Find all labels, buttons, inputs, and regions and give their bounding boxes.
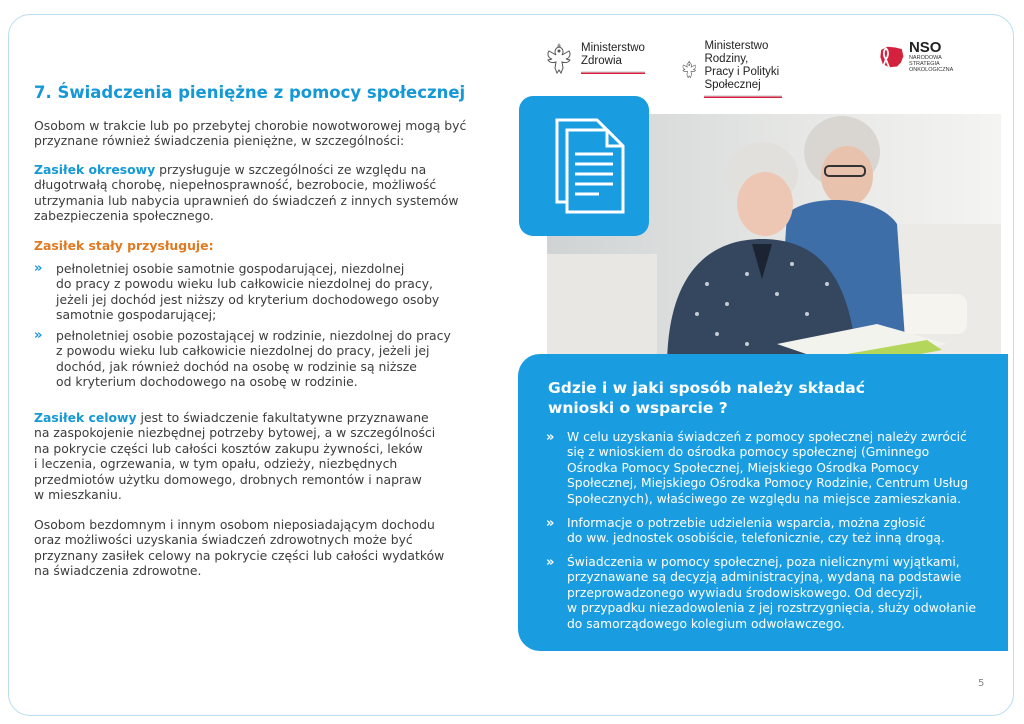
celowy-line: na pokrycie części lub całości kosztów zakupu żywności, leków: [34, 440, 423, 456]
panel-line: Społecznej, Miejskiego Ośrodka Pomocy Rodzinie, Centrum Usług: [567, 476, 969, 491]
nso-title: NSO: [908, 39, 942, 56]
panel-line: przyznawane są decyzją administracyjną, wydaną na podstawie: [567, 570, 962, 585]
term-zasilek-okresowy: Zasiłek okresowy: [34, 162, 156, 177]
list-item-line: dochód, jak również dochód na osobę w rodzinie są niższe: [56, 358, 417, 374]
bezdomni-paragraph: [34, 517, 444, 579]
documents-icon: [519, 96, 649, 236]
bezdomni-line: Osobom bezdomnym i innym osobom nieposiadającym dochodu: [34, 517, 435, 532]
panel-line: do ww. jednostek osobiście, telefonicznie, czy też inną drogą.: [567, 531, 945, 546]
okresowy-line: utrzymania lub nabycia uprawnień do świadczeń z innych systemów: [34, 192, 459, 208]
nso-sub-line2: ONKOLOGICZNA: [908, 67, 954, 73]
intro-line: przyznane również świadczenia pieniężne, w szczególności:: [34, 133, 405, 149]
list-item-line: jeżeli jej dochód jest niższy od kryterium dochodowego osoby: [56, 291, 440, 307]
nso-sub-line1: NARODOWA STRATEGIA: [908, 55, 942, 67]
logo-mrpips: [680, 40, 782, 98]
bezdomni-line: na świadczenia zdrowotne.: [34, 563, 202, 579]
flag-bar: [581, 71, 645, 74]
panel-line: Informacje o potrzebie udzielenia wsparcia, można zgłosić: [567, 516, 926, 530]
info-panel: [518, 354, 1008, 651]
zasilek-okresowy-paragraph: [34, 162, 459, 224]
intro-paragraph: [34, 118, 466, 149]
intro-line: Osobom w trakcie lub po przebytej chorobie nowotworowej mogą być: [34, 118, 467, 133]
chevron-double-right-icon: »: [34, 328, 43, 343]
list-item: [34, 328, 451, 390]
list-item-line: od kryterium dochodowego na osobę w rodzinie.: [56, 374, 358, 390]
zasilek-staly-heading: Zasiłek stały przysługuje:: [34, 238, 214, 253]
page-number: 5: [978, 678, 985, 689]
chevron-double-right-icon: »: [34, 261, 43, 276]
celowy-line: w mieszkaniu.: [34, 487, 122, 503]
panel-heading-line: wnioski o wsparcie ?: [548, 399, 728, 417]
logo-nso: [878, 40, 960, 73]
panel-list-item: [546, 516, 945, 547]
celowy-line: jest to świadczenie fakultatywne przyznawane: [136, 410, 429, 425]
panel-line: do samorządowego kolegium odwoławczego.: [567, 616, 845, 631]
panel-line: Świadczenia w pomocy społecznej, poza nielicznymi wyjątkami,: [567, 555, 960, 569]
bezdomni-line: oraz możliwości uzyskania świadczeń zdrowotnych może być: [34, 532, 413, 548]
bezdomni-line: przyznany zasiłek celowy na pokrycie części lub całości wydatków: [34, 547, 445, 563]
list-item-line: samotnie gospodarującej;: [56, 307, 217, 323]
logo-ministerstwo-zdrowia: [543, 40, 645, 76]
list-item: [34, 261, 439, 323]
panel-line: W celu uzyskania świadczeń z pomocy społecznej należy zwrócić: [567, 430, 967, 444]
chevron-double-right-icon: »: [546, 516, 555, 531]
celowy-line: przedmiotów użytku domowego, drobnych remontów i napraw: [34, 471, 422, 487]
okresowy-line: zabezpieczenia społecznego.: [34, 208, 214, 224]
zasilek-celowy-paragraph: [34, 410, 435, 502]
panel-list-item: [546, 430, 968, 507]
documents-icon-box: [519, 96, 649, 236]
eagle-emblem-icon: [680, 51, 698, 87]
okresowy-line: długotrwałą chorobę, niepełnosprawność, bezrobocie, możliwość: [34, 177, 437, 193]
panel-list-item: [546, 555, 976, 632]
logo-mrpips-line2: Pracy i Polityki Społecznej: [704, 66, 780, 91]
celowy-line: i leczenia, ogrzewania, w tym opału, odzieży, niezbędnych: [34, 456, 398, 472]
logo-mz-line1: Ministerstwo: [581, 42, 645, 54]
logo-mz-line2: Zdrowia: [581, 55, 622, 67]
panel-heading-line: Gdzie i w jaki sposób należy składać: [548, 379, 865, 397]
list-item-line: do pracy z powodu wieku lub całkowicie niezdolnej do pracy,: [56, 276, 433, 292]
list-item-line: z powodu wieku lub całkowicie niezdolnej do pracy, jeżeli jej: [56, 343, 430, 359]
term-zasilek-celowy: Zasiłek celowy: [34, 410, 137, 425]
section-heading: 7. Świadczenia pieniężne z pomocy społecznej: [34, 83, 466, 102]
panel-line: Społecznych), właściwego ze względu na miejsce zamieszkania.: [567, 491, 962, 506]
okresowy-line: przysługuje w szczególności ze względu na: [155, 162, 427, 177]
celowy-line: na zaspokojenie niezbędnej potrzeby bytowej, a w szczególności: [34, 425, 436, 441]
panel-line: się z wnioskiem do ośrodka pomocy społecznej (Gminnego: [567, 445, 930, 460]
poland-map-ribbon-icon: [878, 42, 905, 72]
panel-line: w przypadku niezadowolenia z jej rozstrzygnięcia, służy odwołanie: [567, 601, 977, 616]
chevron-double-right-icon: »: [546, 555, 555, 570]
panel-heading: [548, 378, 865, 418]
logo-mrpips-line1: Ministerstwo Rodziny,: [704, 40, 769, 65]
panel-line: Ośrodka Pomocy Społecznej, Miejskiego Ośrodka Pomocy: [567, 460, 919, 475]
flag-bar: [704, 95, 781, 98]
list-item-line: pełnoletniej osobie pozostającej w rodzinie, niezdolnej do pracy: [56, 328, 451, 343]
panel-line: przeprowadzonego wywiadu środowiskowego. Od decyzji,: [567, 585, 923, 600]
chevron-double-right-icon: »: [546, 430, 555, 445]
eagle-emblem-icon: [543, 40, 575, 76]
list-item-line: pełnoletniej osobie samotnie gospodarującej, niezdolnej: [56, 261, 405, 276]
